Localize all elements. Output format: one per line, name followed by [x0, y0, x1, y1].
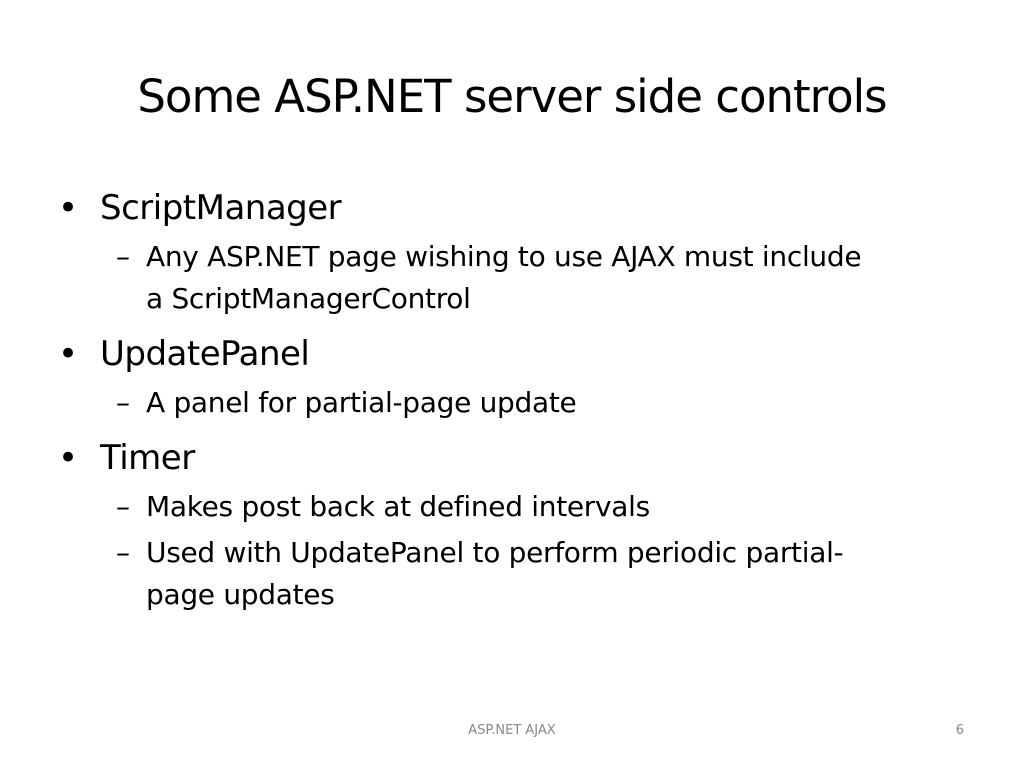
bullet-label: UpdatePanel [100, 334, 310, 374]
sub-list [58, 486, 958, 616]
sub-item [58, 382, 958, 424]
dash-icon: – [116, 386, 130, 419]
sub-item-text: Any ASP.NET page wishing to use AJAX must include a ScriptManagerControl [146, 240, 862, 315]
bullet-list [58, 184, 958, 616]
dash-icon: – [116, 490, 130, 523]
dash-icon: – [116, 536, 130, 569]
sub-item [58, 486, 958, 528]
sub-list [58, 382, 958, 424]
bullet-dot-icon: • [58, 188, 78, 228]
sub-item-text: Used with UpdatePanel to perform periodic partial-page updates [146, 536, 844, 611]
bullet-label: ScriptManager [100, 188, 342, 228]
bullet-label: Timer [100, 438, 195, 478]
dash-icon: – [116, 240, 130, 273]
bullet-item-updatepanel [58, 330, 958, 378]
bullet-item-scriptmanager [58, 184, 958, 232]
footer-text: ASP.NET AJAX [468, 723, 556, 738]
bullet-dot-icon: • [58, 438, 78, 478]
page-number: 6 [955, 723, 964, 738]
bullet-item-timer [58, 434, 958, 482]
sub-item-text: Makes post back at defined intervals [146, 490, 650, 523]
sub-item-text: A panel for partial-page update [146, 386, 577, 419]
bullet-dot-icon: • [58, 334, 78, 374]
sub-item [58, 532, 958, 616]
sub-list [58, 236, 958, 320]
sub-item [58, 236, 958, 320]
slide-title: Some ASP.NET server side controls [137, 70, 887, 123]
